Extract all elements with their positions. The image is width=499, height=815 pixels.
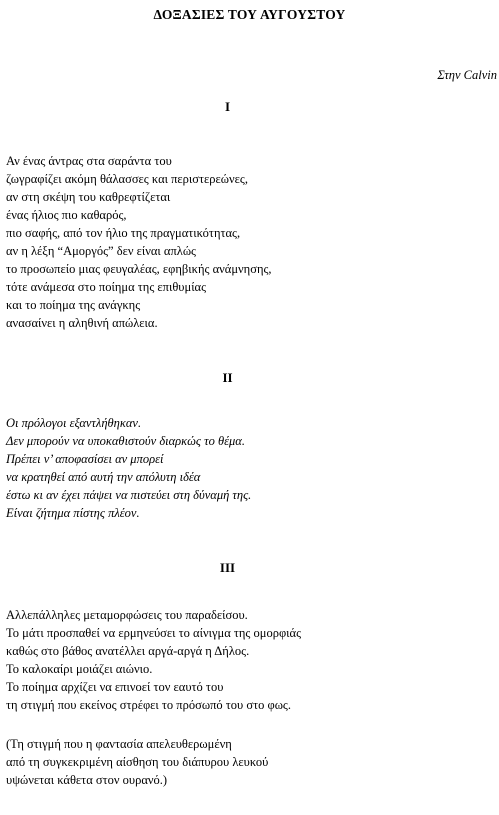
poem-line: να κρατηθεί από αυτή την απόλυτη ιδέα	[6, 470, 201, 484]
poem-title: ΔΟΞΑΣΙΕΣ ΤΟΥ ΑΥΓΟΥΣΤΟΥ	[153, 7, 346, 22]
section-numeral-1: Ι	[224, 99, 231, 114]
poem-line: πιο σαφής, από τον ήλιο της πραγματικότητας,	[6, 226, 241, 240]
poem-line: Είναι ζήτημα πίστης πλέον.	[6, 506, 140, 520]
poem-line: από τη συγκεκριμένη αίσθηση του διάπυρου λευκού	[6, 755, 269, 769]
poem-line: και το ποίημα της ανάγκης	[6, 298, 141, 312]
poem-line: Οι πρόλογοι εξαντλήθηκαν.	[6, 416, 142, 430]
poem-line: ζωγραφίζει ακόμη θάλασσες και περιστερεώνες,	[6, 172, 248, 186]
dedication: Στην Calvin	[437, 68, 497, 82]
poem-line: Το ποίημα αρχίζει να επινοεί τον εαυτό του	[6, 680, 224, 694]
section-numeral-2: ΙΙ	[222, 370, 233, 385]
poem-line: καθώς στο βάθος ανατέλλει αργά-αργά η Δήλος.	[6, 644, 250, 658]
poem-line: έστω κι αν έχει πάψει να πιστεύει στη δύναμή της.	[6, 488, 252, 502]
poem-line: τότε ανάμεσα στο ποίημα της επιθυμίας	[6, 280, 207, 294]
poem-line: (Τη στιγμή που η φαντασία απελευθερωμένη	[6, 737, 232, 751]
stanza-1	[6, 152, 272, 332]
poem-line: ένας ήλιος πιο καθαρός,	[6, 208, 127, 222]
poem-line: αν η λέξη “Αμοργός” δεν είναι απλώς	[6, 244, 197, 258]
poem-line: το προσωπείο μιας φευγαλέας, εφηβικής ανάμνησης,	[6, 262, 272, 276]
poem-line: Αλλεπάλληλες μεταμορφώσεις του παραδείσου.	[6, 608, 248, 622]
poem-line: τη στιγμή που εκείνος στρέφει το πρόσωπό του στο φως.	[6, 698, 291, 712]
poem-line: Πρέπει ν’ αποφασίσει αν μπορεί	[6, 452, 164, 466]
poem-line: Το καλοκαίρι μοιάζει αιώνιο.	[6, 662, 153, 676]
poem-line: Αν ένας άντρας στα σαράντα του	[6, 154, 172, 168]
section-numeral-3: ΙΙΙ	[219, 560, 236, 575]
poem-line: ανασαίνει η αληθινή απώλεια.	[6, 316, 158, 330]
poem-line: υψώνεται κάθετα στον ουρανό.)	[6, 773, 168, 787]
stanza-3	[6, 606, 301, 714]
stanza-3-parenthetical	[6, 735, 268, 789]
poem-line: αν στη σκέψη του καθρεφτίζεται	[6, 190, 171, 204]
poem-line: Δεν μπορούν να υποκαθιστούν διαρκώς το θέμα.	[6, 434, 245, 448]
poem-line: Το μάτι προσπαθεί να ερμηνεύσει το αίνιγμα της ομορφιάς	[6, 626, 302, 640]
stanza-2	[6, 414, 251, 522]
